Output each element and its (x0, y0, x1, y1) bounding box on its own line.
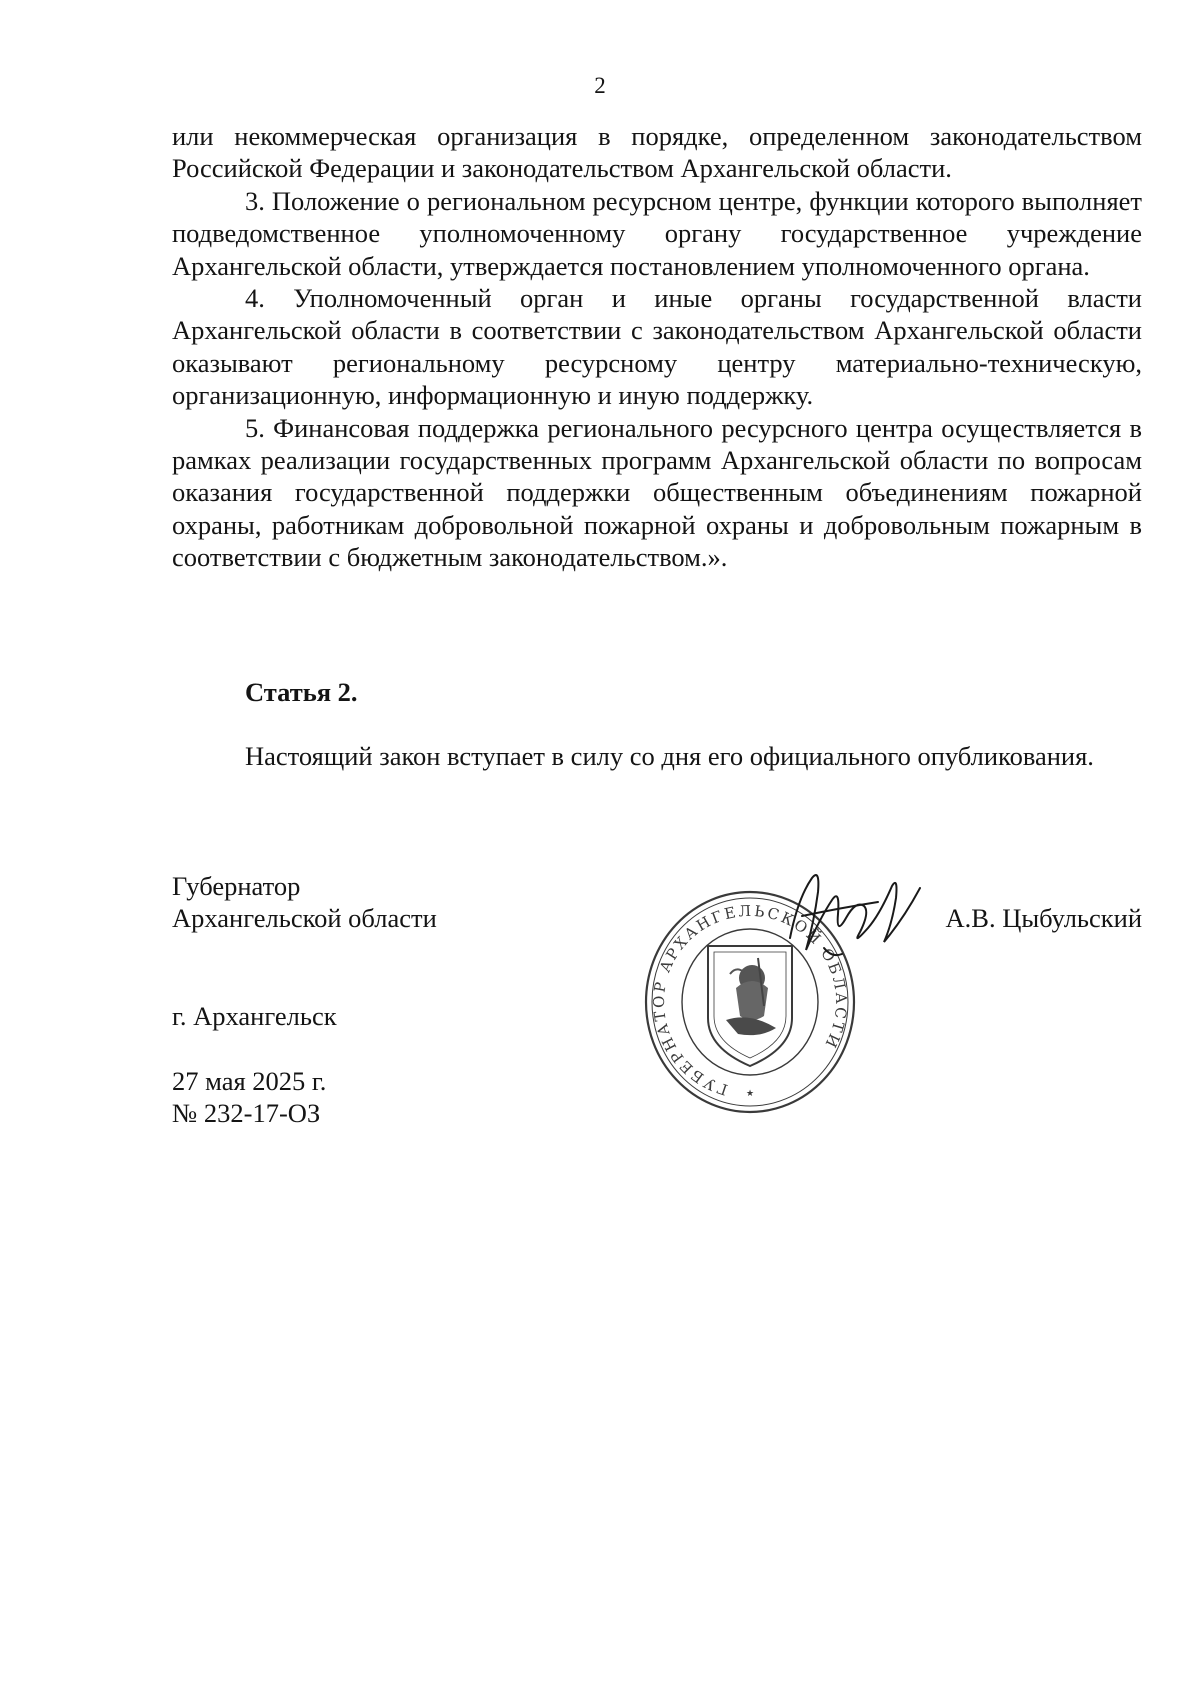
handwritten-signature (780, 858, 930, 978)
place-of-signing: г. Архангельск (172, 1001, 337, 1031)
governor-title-line1: Губернатор (172, 871, 301, 901)
seal-text: ГУБЕРНАТОР АРХАНГЕЛЬСКОЙ ОБЛАСТИ (649, 901, 851, 1099)
article-body (172, 740, 1142, 772)
paragraph-item-4: 4. Уполномоченный орган и иные органы государственной власти Архангельской области в соответствии с законодательством Архангельской области оказывают региональному ресурсному центру материально-техническую, организационную, информационную и иную поддержку. (172, 283, 1142, 411)
law-number: № 232-17-ОЗ (172, 1098, 321, 1129)
governor-name: А.В. Цыбульский (945, 903, 1142, 933)
article-heading: Статья 2. (245, 677, 358, 707)
governor-title-line2: Архангельской области (172, 903, 437, 934)
page-number: 2 (594, 73, 606, 98)
paragraph-item-3: 3. Положение о региональном ресурсном центре, функции которого выполняет подведомственное уполномоченному органу государственное учреждение Архангельской области, утверждается постановлением уполномоченного органа. (172, 185, 1142, 281)
paragraph-item-5: 5. Финансовая поддержка регионального ресурсного центра осуществляется в рамках реализации государственных программ Архангельской области по вопросам оказания государственной поддержки общественным объединениям пожарной охраны, работникам добровольной пожарной охраны и добровольным пожарным в соответствии с бюджетным законодательством.». (172, 412, 1142, 573)
svg-text:★: ★ (745, 1089, 755, 1099)
article-paragraph: Настоящий закон вступает в силу со дня его официального опубликования. (245, 741, 1094, 771)
document-body (172, 120, 1142, 574)
governor-title (172, 870, 437, 935)
law-date: 27 мая 2025 г. (172, 1066, 327, 1096)
paragraph-continuation: или некоммерческая организация в порядке, определенном законодательством Российской Федерации и законодательством Архангельской области. (172, 121, 1142, 184)
date-and-number (172, 1065, 326, 1130)
